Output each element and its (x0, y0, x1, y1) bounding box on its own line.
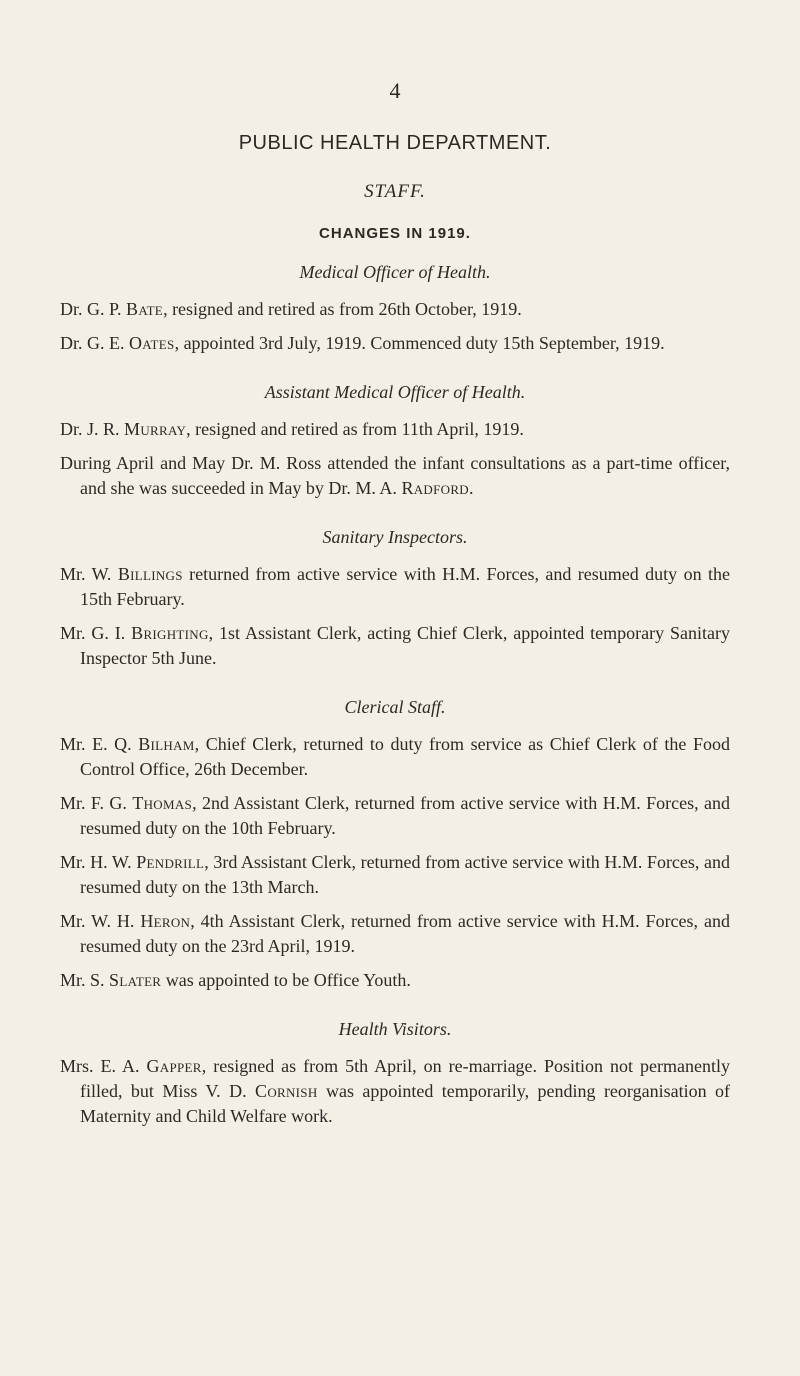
section-heading: Clerical Staff. (344, 697, 446, 717)
staff-entry: Mr. H. W. Pendrill, 3rd Assistant Clerk, returned from active service with H.M. Forces, and resumed duty on the 13th March. (60, 852, 730, 897)
staff-name: Bate (126, 299, 164, 319)
staff-entry: Mrs. E. A. Gapper, resigned as from 5th April, on re-marriage. Position not permanently filled, but Miss V. D. Cornish was appointed temporarily, pending reorganisation of Maternity and Child Welfare work. (60, 1056, 731, 1126)
staff-title: STAFF. (364, 181, 426, 202)
staff-name: Heron (140, 911, 191, 931)
section-heading: Sanitary Inspectors. (322, 527, 468, 547)
staff-name: Gapper (146, 1056, 202, 1076)
staff-name: Brighting (131, 623, 209, 643)
staff-name: Murray (124, 419, 187, 439)
staff-entry: Dr. J. R. Murray, resigned and retired as from 11th April, 1919. (60, 419, 524, 439)
section-medical-officer (60, 262, 730, 356)
section-assistant-medical-officer (60, 382, 730, 501)
staff-name: Radford (401, 478, 469, 498)
department-title: PUBLIC HEALTH DEPARTMENT. (238, 132, 552, 154)
staff-name: Oates (129, 333, 175, 353)
staff-entry: During April and May Dr. M. Ross attended the infant consultations as a part-time officer, and she was succeeded in May by Dr. M. A. Radford. (60, 453, 730, 498)
section-health-visitors (60, 1019, 730, 1129)
staff-name: Cornish (255, 1081, 318, 1101)
staff-name: Slater (109, 970, 162, 990)
staff-name: Thomas (132, 793, 193, 813)
section-heading: Health Visitors. (338, 1019, 452, 1039)
staff-name: Billings (117, 564, 183, 584)
changes-title: CHANGES IN 1919. (319, 225, 471, 242)
page-number: 4 (389, 78, 401, 103)
section-heading: Assistant Medical Officer of Health. (264, 382, 526, 402)
staff-name: Pendrill (136, 852, 205, 872)
staff-entry: Mr. F. G. Thomas, 2nd Assistant Clerk, returned from active service with H.M. Forces, and resumed duty on the 10th February. (60, 793, 731, 838)
staff-entry: Dr. G. P. Bate, resigned and retired as from 26th October, 1919. (60, 299, 522, 319)
staff-entry: Mr. E. Q. Bilham, Chief Clerk, returned to duty from service as Chief Clerk of the Food Control Office, 26th December. (60, 734, 730, 779)
staff-entry: Mr. W. H. Heron, 4th Assistant Clerk, returned from active service with H.M. Forces, and resumed duty on the 23rd April, 1919. (60, 911, 730, 956)
staff-entry: Mr. W. Billings returned from active service with H.M. Forces, and resumed duty on the 15th February. (60, 564, 730, 609)
staff-entry: Mr. G. I. Brighting, 1st Assistant Clerk, acting Chief Clerk, appointed temporary Sanitary Inspector 5th June. (60, 623, 730, 668)
section-sanitary-inspectors (60, 527, 730, 671)
section-clerical-staff (60, 697, 730, 993)
staff-name: Bilham (138, 734, 195, 754)
staff-entry: Dr. G. E. Oates, appointed 3rd July, 1919. Commenced duty 15th September, 1919. (60, 333, 665, 353)
section-heading: Medical Officer of Health. (299, 262, 491, 282)
staff-entry: Mr. S. Slater was appointed to be Office Youth. (60, 970, 411, 990)
